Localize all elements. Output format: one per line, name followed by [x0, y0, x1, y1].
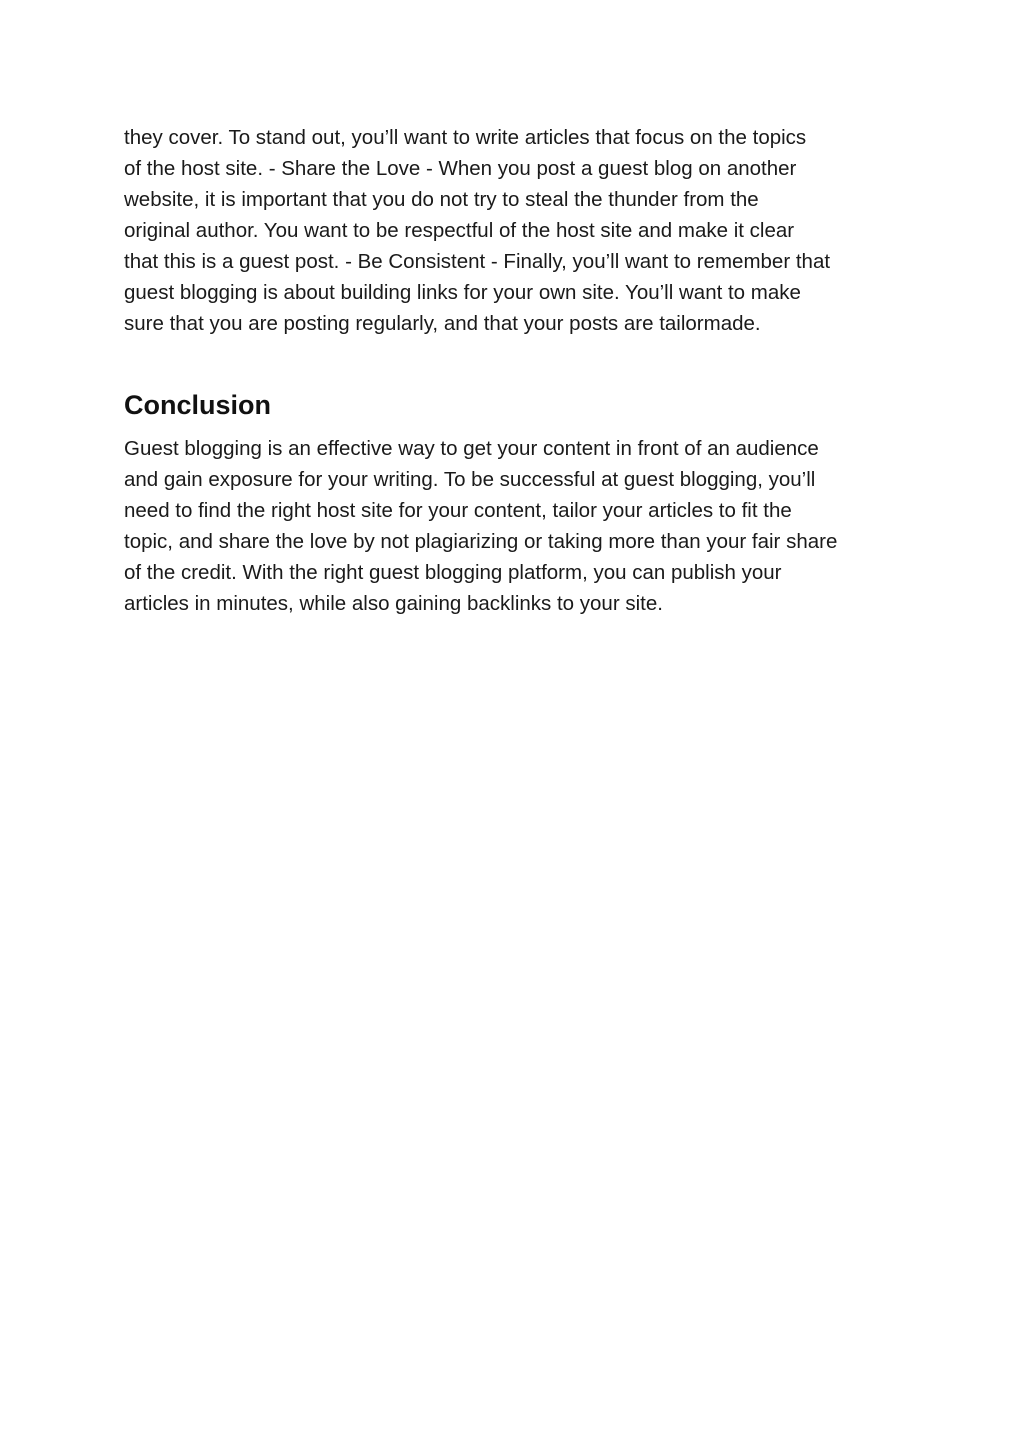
- text-line: guest blogging is about building links for your own site. You’ll want to make: [124, 281, 801, 304]
- conclusion-heading: Conclusion: [124, 390, 271, 420]
- text-line: sure that you are posting regularly, and that your posts are tailormade.: [124, 312, 761, 335]
- text-line: they cover. To stand out, you’ll want to write articles that focus on the topics: [124, 126, 807, 149]
- text-line: of the host site. - Share the Love - When you post a guest blog on another: [124, 157, 797, 180]
- intro-paragraph: [124, 122, 914, 339]
- document-page: [124, 122, 914, 619]
- text-line: website, it is important that you do not try to steal the thunder from the: [124, 188, 759, 211]
- text-line: and gain exposure for your writing. To be successful at guest blogging, you’ll: [124, 468, 816, 491]
- text-line: original author. You want to be respectful of the host site and make it clear: [124, 219, 795, 242]
- text-line: Guest blogging is an effective way to get your content in front of an audience: [124, 437, 819, 460]
- text-line: of the credit. With the right guest blogging platform, you can publish your: [124, 561, 782, 584]
- text-line: need to find the right host site for your content, tailor your articles to fit the: [124, 499, 792, 522]
- text-line: topic, and share the love by not plagiarizing or taking more than your fair share: [124, 530, 838, 553]
- text-line: articles in minutes, while also gaining backlinks to your site.: [124, 592, 663, 615]
- text-line: that this is a guest post. - Be Consistent - Finally, you’ll want to remember that: [124, 250, 831, 273]
- conclusion-paragraph: [124, 433, 914, 619]
